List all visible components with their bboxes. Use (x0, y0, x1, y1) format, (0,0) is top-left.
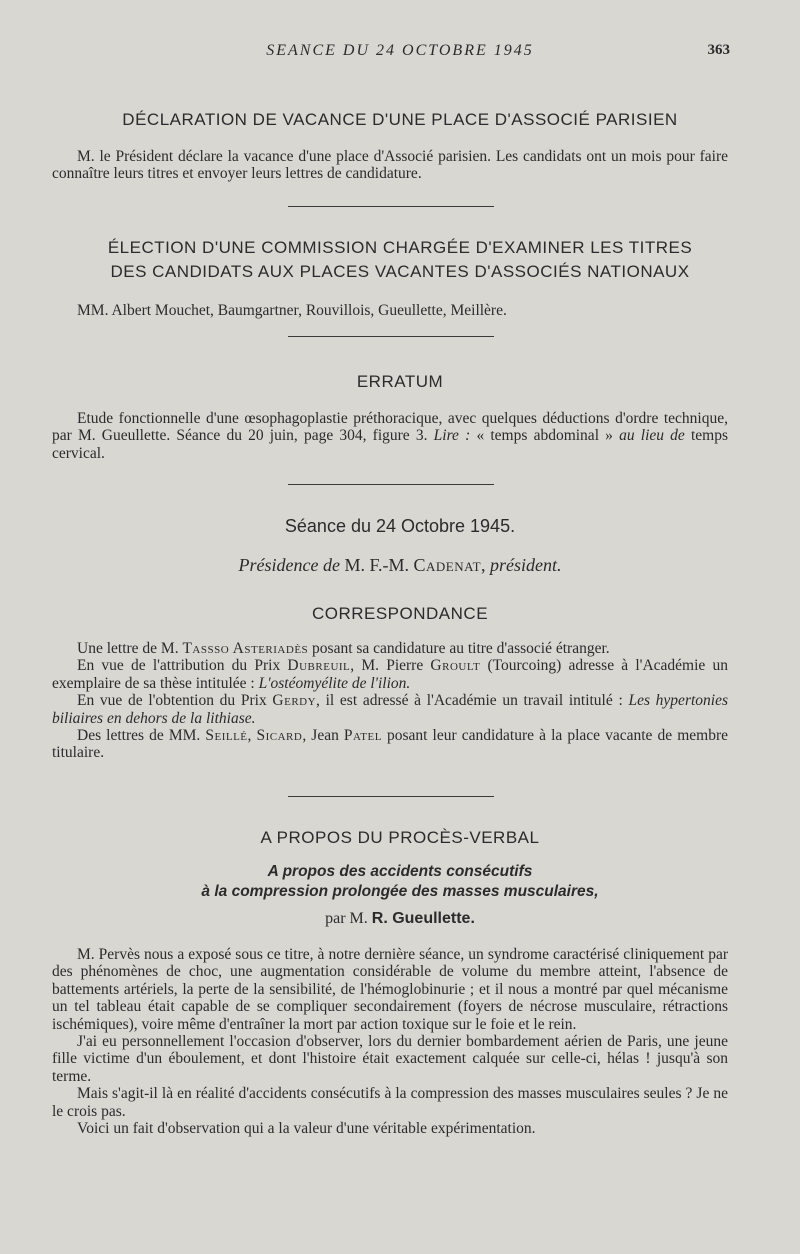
text: , M. Pierre (350, 657, 431, 675)
person-name: Sicard (256, 727, 303, 745)
person-name: Groult (430, 657, 481, 675)
section-title-correspondance: CORRESPONDANCE (311, 604, 489, 623)
text: posant leur candidature à la place vacante de membre titulaire. (52, 727, 728, 762)
text: Une lettre de M. (77, 640, 183, 657)
thesis-title: L'ostéomyélite de l'ilion. (258, 674, 411, 692)
section-title-erratum: ERRATUM (356, 372, 444, 391)
erratum-au-lieu: au lieu de (619, 427, 685, 445)
text: , Jean (302, 727, 344, 745)
presidence-text: , (481, 555, 491, 575)
erratum-text: temps cervical. (52, 427, 729, 462)
paragraph: MM. Albert Mouchet, Baumgartner, Rouvillois, Gueullette, Meillère. (77, 302, 507, 319)
text: En vue de l'attribution du Prix (77, 657, 288, 675)
article-author: R. Gueullette. (371, 910, 475, 927)
article-byline (0, 910, 800, 928)
text: Des lettres de MM. (77, 727, 206, 745)
paragraph: Voici un fait d'observation qui a la valeur d'une véritable expérimentation. (77, 1120, 536, 1138)
prize-name: Dubreuil (287, 657, 351, 675)
text: (Tourcoing) adresse à l'Académie un exemplaire de sa thèse intitulée : (52, 657, 728, 692)
presidence-line (0, 555, 800, 576)
section-divider (288, 484, 494, 485)
prize-name: Gerdy (272, 692, 317, 710)
page-number: 363 (707, 42, 730, 58)
section-text-erratum (52, 410, 728, 462)
article-title (0, 862, 800, 902)
paragraph: J'ai eu personnellement l'occasion d'observer, lors du dernier bombardement aérien de Paris, une jeune fille victime d'un éboulement, et dont l'histoire était exactement calquée sur celle-ci, hélas ! jusqu'à son terme. (52, 1033, 728, 1085)
byline-par: par M. (325, 910, 368, 927)
person-name: Patel (343, 727, 382, 745)
section-title-election (50, 236, 750, 284)
seance-title: Séance du 24 Octobre 1945. (284, 516, 516, 536)
text: , il est adressé à l'Académie un travail intitulé : (316, 692, 629, 710)
presidence-text: M. F.-M. (339, 555, 414, 575)
section-text-correspondance (52, 640, 728, 762)
title-line: ÉLECTION D'UNE COMMISSION CHARGÉE D'EXAMINER LES TITRES (107, 238, 693, 257)
running-head (0, 42, 800, 66)
text: En vue de l'obtention du Prix (77, 692, 273, 710)
paragraph: M. Pervès nous a exposé sous ce titre, à notre dernière séance, un syndrome caractérisé cliniquement par des phénomènes de choc, une augmentation considérable de volume du membre atteint, l'absence de battements artériels, la perte de la sensibilité, de l'hémoglobinurie ; et il nous a montré par quel mécanisme un tel tableau était capable de se compliquer secondairement (foyers de nécrose musculaire, rétractions ischémiques), voire même d'entraîner la mort par action toxique sur le foie et le rein. (52, 946, 728, 1033)
section-text-election (52, 302, 728, 319)
paragraph (52, 657, 728, 692)
article-title-line: à la compression prolongée des masses musculaires, (201, 883, 599, 900)
section-text-vacance (52, 148, 728, 183)
running-title: SEANCE DU 24 OCTOBRE 1945 (266, 42, 534, 59)
paragraph (52, 727, 728, 762)
work-title: Les hypertonies biliaires en dehors de la lithiase. (52, 692, 728, 727)
presidence-label: Présidence de (238, 555, 340, 575)
title-line: DES CANDIDATS AUX PLACES VACANTES D'ASSOCIÉS NATIONAUX (110, 262, 690, 281)
paragraph: M. le Président déclare la vacance d'une place d'Associé parisien. Les candidats ont un mois pour faire connaître leurs titres et envoyer leurs lettres de candidature. (52, 148, 728, 183)
text: , (247, 727, 257, 745)
person-name: Seillé (205, 727, 248, 745)
paragraph (52, 692, 728, 727)
article-title-line: A propos des accidents consécutifs (267, 863, 533, 880)
article-body (52, 946, 728, 1137)
section-divider (288, 336, 494, 337)
erratum-lire: Lire : (433, 427, 471, 445)
person-name: Tassso Asteriadès (182, 640, 309, 657)
paragraph (52, 410, 728, 462)
paragraph (52, 640, 728, 657)
erratum-text: « temps abdominal » (470, 427, 620, 445)
paragraph: Mais s'agit-il là en réalité d'accidents consécutifs à la compression des masses musculaires seules ? Je ne le crois pas. (52, 1085, 728, 1120)
president-word: président. (490, 555, 562, 575)
section-divider (288, 796, 494, 797)
text: posant sa candidature au titre d'associé étranger. (308, 640, 610, 657)
section-title-proces-verbal: A PROPOS DU PROCÈS-VERBAL (260, 828, 540, 847)
erratum-text: Etude fonctionnelle d'une œsophagoplastie préthoracique, avec quelques déductions d'ordre technique, par M. Gueullette. Séance du 20 juin, page 304, figure 3. (52, 410, 728, 445)
section-divider (288, 206, 494, 207)
president-name: Cadenat (413, 555, 482, 575)
section-title-vacance: DÉCLARATION DE VACANCE D'UNE PLACE D'ASSOCIÉ PARISIEN (122, 110, 678, 129)
